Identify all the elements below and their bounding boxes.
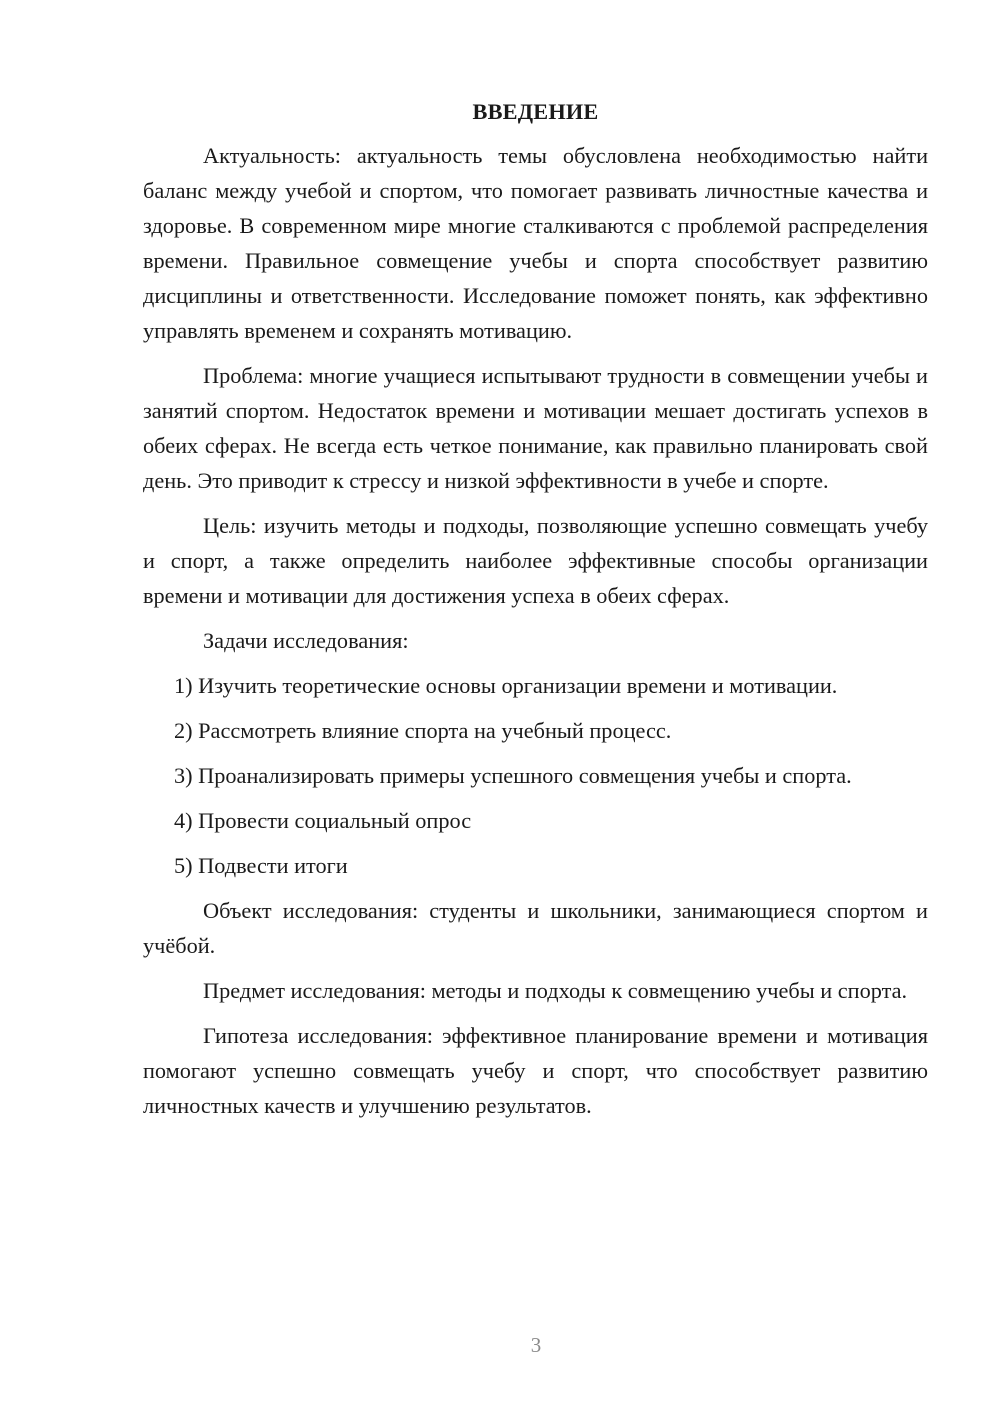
task-item: 5) Подвести итоги (174, 853, 348, 878)
task-item: 3) Проанализировать примеры успешного совмещения учебы и спорта. (174, 763, 852, 788)
page-number: 3 (530, 1333, 542, 1357)
goal-paragraph: Цель: изучить методы и подходы, позволяющие успешно совмещать учебу и спорт, а также определить наиболее эффективные способы организации времени и мотивации для достижения успеха в обеих сферах. (143, 513, 928, 608)
relevance-paragraph: Актуальность: актуальность темы обусловлена необходимостью найти баланс между учебой и спортом, что помогает развивать личностные качества и здоровье. В современном мире многие сталкиваются с проблемой распределения времени. Правильное совмещение учебы и спорта способствует развитию дисциплины и ответственности. Исследование поможет понять, как эффективно управлять временем и сохранять мотивацию. (143, 143, 928, 343)
task-item: 2) Рассмотреть влияние спорта на учебный процесс. (174, 718, 672, 743)
tasks-title: Задачи исследования: (203, 628, 409, 653)
section-heading: ВВЕДЕНИЕ (472, 99, 599, 124)
page-body (143, 94, 928, 1133)
task-item: 4) Провести социальный опрос (174, 808, 472, 833)
object-paragraph: Объект исследования: студенты и школьники, занимающиеся спортом и учёбой. (143, 898, 928, 958)
hypothesis-paragraph: Гипотеза исследования: эффективное планирование времени и мотивация помогают успешно совмещать учебу и спорт, что способствует развитию личностных качеств и улучшению результатов. (143, 1023, 928, 1118)
subject-paragraph: Предмет исследования: методы и подходы к совмещению учебы и спорта. (203, 978, 908, 1003)
problem-paragraph: Проблема: многие учащиеся испытывают трудности в совмещении учебы и занятий спортом. Недостаток времени и мотивации мешает достигать успехов в обеих сферах. Не всегда есть четкое понимание, как правильно планировать свой день. Это приводит к стрессу и низкой эффективности в учебе и спорте. (143, 363, 928, 493)
task-item: 1) Изучить теоретические основы организации времени и мотивации. (174, 673, 838, 698)
